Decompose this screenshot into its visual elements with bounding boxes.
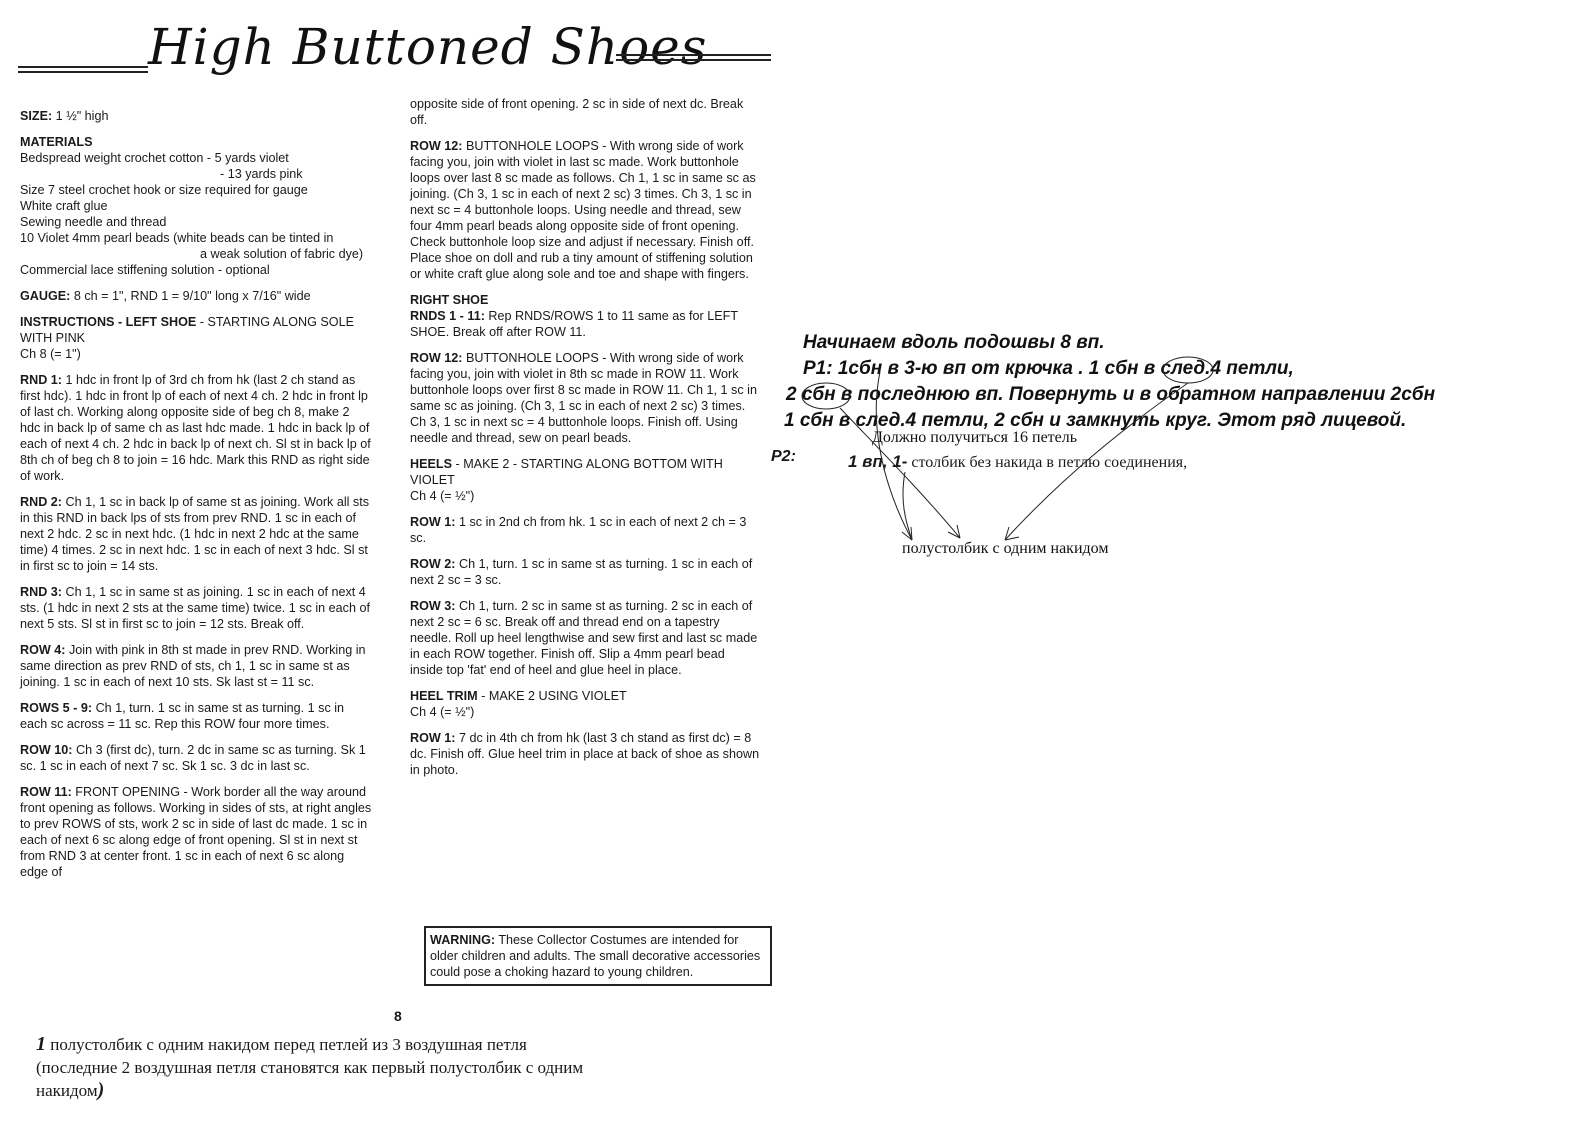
gauge-line: GAUGE: 8 ch = 1", RND 1 = 9/10" long x 7/16" wide xyxy=(20,289,311,303)
rnd-2: RND 2: Ch 1, 1 sc in back lp of same st as joining. Work all sts in this RND in back lps of sts from prev RND. 1 sc in each of next 2 hdc. 2 sc in next hdc. (1 hdc in next 2 hdc at the same time) 4 times. 2 sc in next hdc. 1 sc in each of next 3 hdc. Sl st in first sc to join = 14 sts. xyxy=(20,495,370,573)
row-12-right: ROW 12: BUTTONHOLE LOOPS - With wrong side of work facing you, join with violet in 8th sc made in ROW 11. Work buttonhole loops over first 8 sc made in ROW 11. Ch 1, 1 sc in same sc as joining. (Ch 3, 1 sc in each of next 2 sc) 3 times. Ch 3, 1 sc in next sc = 4 buttonhole loops. Finish off. Using needle and thread, sew on pearl beads. xyxy=(410,351,757,445)
heel-row-2: ROW 2: Ch 1, turn. 1 sc in same st as turning. 1 sc in each of next 2 sc = 3 sc. xyxy=(410,557,753,587)
footer-note: 1 полустолбик с одним накидом перед петлей из 3 воздушная петля (последние 2 воздушная петля становятся как первый полустолбик с одним накидом) xyxy=(36,1033,584,1101)
row-4: ROW 4: Join with pink in 8th st made in prev RND. Working in same direction as prev RND of sts, ch 1, 1 sc in same st as joining. 1 sc in each of next 10 sts. Sk last st = 11 sc. xyxy=(20,643,366,689)
heel-row-3: ROW 3: Ch 1, turn. 2 sc in same st as turning. 2 sc in each of next 2 sc = 6 sc. Break off and thread end on a tapestry needle. Roll up heel lengthwise and sew first and last sc made in each ROW together. Finish off. Slip a 4mm pearl bead inside top 'fat' end of heel and glue heel in place. xyxy=(410,599,758,677)
annotation-line-1: Начинаем вдоль подошвы 8 вп. xyxy=(803,332,1105,353)
rnd-1: RND 1: 1 hdc in front lp of 3rd ch from hk (last 2 ch stand as first hdc). 1 hdc in front lp of each of next 4 ch. 2 hdc in front lp of last ch. Working along opposite side of beg ch 8, make 2 hdc in back lp of same ch as last hdc made. 1 hdc in back lp of each of next 4 ch. 2 hdc in back lp of next ch. Sl st in back lp of 8th ch of beg ch 8 to join = 16 hdc. Mark this RND as right side of work. xyxy=(20,373,371,483)
rows-5-9: ROWS 5 - 9: Ch 1, turn. 1 sc in same st as turning. 1 sc in each sc across = 11 sc. Rep this ROW four more times. xyxy=(20,701,345,731)
header xyxy=(18,18,768,98)
header-rule-left xyxy=(18,66,148,73)
annotation-half-double: полустолбик с одним накидом xyxy=(902,540,1109,557)
page-title: High Buttoned Shoes xyxy=(148,18,708,76)
materials-heading: MATERIALS xyxy=(20,135,93,149)
heel-row-1: ROW 1: 1 sc in 2nd ch from hk. 1 sc in each of next 2 ch = 3 sc. xyxy=(410,515,747,545)
heel-trim-heading: HEEL TRIM - MAKE 2 USING VIOLET Ch 4 (= ½") xyxy=(410,689,627,719)
arrowhead-3 xyxy=(902,527,912,540)
warning-box: WARNING: These Collector Costumes are intended for older children and adults. The small decorative accessories could pose a choking hazard to young children. xyxy=(424,926,772,986)
arrow-4 xyxy=(903,472,912,540)
trim-row-1: ROW 1: 7 dc in 4th ch from hk (last 3 ch stand as first dc) = 8 dc. Finish off. Glue heel trim in place at back of shoe as shown in photo. xyxy=(410,731,760,777)
heels-heading: HEELS - MAKE 2 - STARTING ALONG BOTTOM WITH VIOLET Ch 4 (= ½") xyxy=(410,457,723,503)
page-number: 8 xyxy=(394,1008,402,1024)
column-left xyxy=(20,108,372,890)
annotation-line-2: Р1: 1сбн в 3-ю вп от крючка . 1 сбн в след.4 петли, xyxy=(803,358,1294,379)
size-line: SIZE: 1 ½" high xyxy=(20,109,109,123)
row-10: ROW 10: Ch 3 (first dc), turn. 2 dc in same sc as turning. Sk 1 sc. 1 sc in each of next 7 sc. Sk 1 sc. 3 dc in last sc. xyxy=(20,743,366,773)
column-right xyxy=(410,96,760,788)
instructions-heading: INSTRUCTIONS - LEFT SHOE - STARTING ALONG SOLE WITH PINK Ch 8 (= 1") xyxy=(20,315,355,361)
header-rule-right xyxy=(616,54,771,61)
materials-block: MATERIALS Bedspread weight crochet cotton - 5 yards violet - 13 yards pink Size 7 steel crochet hook or size required for gauge White craft glue Sewing needle and thread 10 Violet 4mm pearl beads (white beads can be tinted in a weak solution of fabric dye) Commercial lace stiffening solution - optional xyxy=(20,135,364,277)
annotation-line-4: 1 сбн в след.4 петли, 2 сбн и замкнуть круг. Этот ряд лицевой. xyxy=(784,410,1407,431)
row-11-continued: opposite side of front opening. 2 sc in side of next dc. Break off. xyxy=(410,97,744,127)
row-11: ROW 11: FRONT OPENING - Work border all the way around front opening as follows. Working in sides of sts, at right angles to prev ROWS of sts, work 2 sc in side of last dc made. 1 sc in each of next 6 sc along edge of front opening. Sl st in next st from RND 3 at center front. 1 sc in each of next 6 sc along edge of xyxy=(20,785,372,879)
annotation-line-3: 2 сбн в последнюю вп. Повернуть и в обратном направлении 2сбн xyxy=(786,384,1436,405)
annotation-stitch-count: Должно получиться 16 петель xyxy=(872,429,1078,446)
right-shoe: RIGHT SHOE RNDS 1 - 11: Rep RNDS/ROWS 1 to 11 same as for LEFT SHOE. Break off after ROW 11. xyxy=(410,293,738,339)
rnd-3: RND 3: Ch 1, 1 sc in same st as joining. 1 sc in each of next 4 sts. (1 hdc in next 2 sts at the same time) twice. 1 sc in each of next 5 sts. Sl st in first sc to join = 12 sts. Break off. xyxy=(20,585,370,631)
annotation-r2-label: Р2: xyxy=(771,448,796,465)
row-12-left: ROW 12: BUTTONHOLE LOOPS - With wrong side of work facing you, join with violet in last sc made. Work buttonhole loops over last 8 sc made as follows. Ch 1, 1 sc in same sc as joining. (Ch 3, 1 sc in each of next 2 sc) 3 times. Ch 3, 1 sc in next sc = 4 buttonhole loops. Using needle and thread, sew four 4mm pearl beads along opposite side of front opening. Check buttonhole loop size and adjust if necessary. Finish off. Place shoe on doll and rub a tiny amount of stiffening solution or white craft glue along sole and toe and shape with fingers. xyxy=(410,139,756,281)
arrowhead-1 xyxy=(1005,527,1019,540)
annotation-r2-text: 1 вп, 1- столбик без накида в петлю соединения, xyxy=(848,452,1188,471)
arrowhead-2 xyxy=(948,525,960,538)
